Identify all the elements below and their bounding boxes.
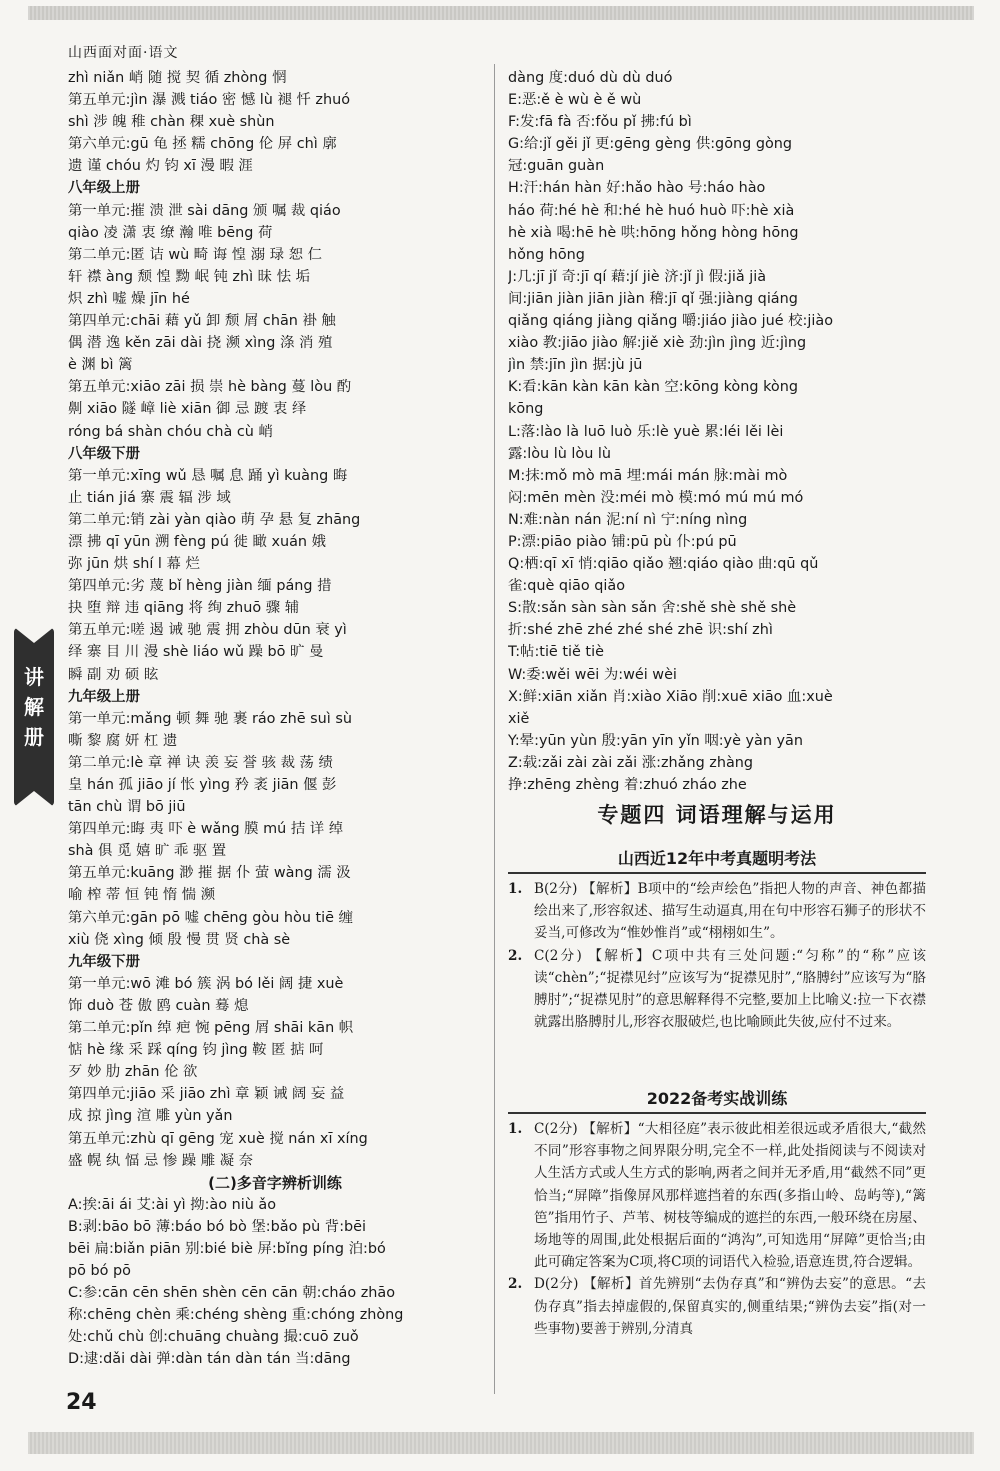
section-heading: 九年级下册 bbox=[68, 953, 140, 970]
text-line: 处:chǔ chù 创:chuāng chuàng 撮:cuō zuǒ bbox=[68, 1329, 359, 1346]
text-line: 歹 妙 肋 zhān 伦 欲 bbox=[68, 1064, 198, 1081]
text-line: 第二单元:销 zài yàn qiào 萌 孕 悬 复 zhāng bbox=[68, 511, 361, 528]
text-line: róng bá shàn chóu chà cù 峭 bbox=[68, 423, 273, 440]
exam-answers bbox=[508, 878, 926, 1033]
text-line: 第六单元:gū 龟 拯 糯 chōng 伦 屏 chì 廓 bbox=[68, 136, 337, 153]
text-line: 漂 拂 qī yūn 溯 fèng pú 徙 瞰 xuán 娥 bbox=[68, 533, 326, 550]
text-line: W:委:wěi wēi 为:wéi wèi bbox=[508, 666, 677, 683]
text-line: Y:晕:yūn yùn 殷:yān yīn yǐn 咽:yè yàn yān bbox=[508, 732, 803, 749]
text-line: G:给:jǐ gěi jǐ 更:gēng gèng 供:gōng gòng bbox=[508, 136, 793, 153]
text-line: L:落:lào là luō luò 乐:lè yuè 累:léi lěi lèi bbox=[508, 423, 784, 440]
text-line: 闷:mēn mèn 没:méi mò 模:mó mú mú mó bbox=[508, 489, 804, 506]
text-line: è 渊 bì 篱 bbox=[68, 357, 133, 374]
text-line: pō bó pō bbox=[68, 1263, 131, 1280]
text-line: 第二单元:pǐn 绰 疤 惋 pēng 屑 shāi kān 帜 bbox=[68, 1020, 354, 1037]
text-line: 第一单元:xīng wǔ 恳 嘱 息 踊 yì kuàng 晦 bbox=[68, 467, 348, 484]
text-line: E:恶:ě è wù è ě wù bbox=[508, 92, 642, 109]
text-line: X:鲜:xiān xiǎn 肖:xiào Xiāo 削:xuē xiāo 血:xuè bbox=[508, 688, 833, 705]
text-line: zhì niǎn 峭 随 搅 契 循 zhòng 惘 bbox=[68, 70, 287, 86]
text-line: 第二单元:lè 章 禅 诀 羡 妄 誉 骇 裁 荡 绩 bbox=[68, 754, 333, 771]
side-tab-notch-bottom bbox=[14, 791, 54, 807]
side-tab bbox=[14, 628, 54, 806]
text-line: tān chù 谓 bō jiū bbox=[68, 799, 186, 816]
side-tab-label bbox=[14, 662, 54, 752]
text-line: 折:shé zhē zhé zhé shé zhē 识:shí zhì bbox=[508, 622, 773, 639]
running-header: 山西面对面·语文 bbox=[68, 45, 179, 61]
text-line: 第四单元:jiāo 采 jiāo zhì 章 颖 诫 阔 妄 益 bbox=[68, 1086, 345, 1103]
text-line: 皇 hán 孤 jiāo jí 怅 yìng 矜 袤 jiān 偃 彭 bbox=[68, 777, 337, 793]
text-line: 雀:què qiāo qiǎo bbox=[508, 578, 626, 595]
text-line: P:漂:piāo piào 铺:pū pù 仆:pú pū bbox=[508, 533, 737, 550]
text-line: 喻 榨 蒂 恒 钝 惰 惴 濒 bbox=[68, 887, 216, 904]
text-line: 炽 zhì 嘘 燥 jīn hé bbox=[68, 290, 190, 307]
text-line: jìn 禁:jīn jìn 据:jù jū bbox=[508, 357, 643, 374]
text-line: 冠:guān guàn bbox=[508, 158, 605, 175]
text-line: K:看:kān kàn kān kàn 空:kōng kòng kòng bbox=[508, 379, 798, 396]
text-line: 第一单元:摧 溃 泄 sài dāng 颁 嘱 裁 qiáo bbox=[68, 202, 341, 219]
prep-section-rule bbox=[508, 1112, 926, 1114]
text-line: bēi 扁:biǎn piān 别:bié biè 屏:bǐng píng 泊:bó bbox=[68, 1240, 386, 1257]
text-line: 第四单元:劣 蔑 bǐ hèng jiàn 缅 páng 措 bbox=[68, 578, 332, 595]
text-line: D:逮:dǎi dài 弹:dàn tán dàn tán 当:dāng bbox=[68, 1351, 351, 1368]
text-line: J:几:jī jǐ 奇:jī qí 藉:jí jiè 济:jǐ jì 假:jiǎ jià bbox=[508, 268, 767, 285]
text-line: shì 涉 魄 稚 chàn 稞 xuè shùn bbox=[68, 114, 275, 131]
answer-number: 1. bbox=[508, 881, 523, 897]
text-line: T:帖:tiē tiě tiè bbox=[508, 644, 604, 661]
bottom-decorative-band bbox=[28, 1432, 974, 1454]
side-tab-char: 讲 bbox=[24, 665, 44, 689]
text-line: 瞬 副 劝 硕 眩 bbox=[68, 666, 159, 683]
section-heading: (二)多音字辨析训练 bbox=[208, 1173, 342, 1192]
text-line: shà 俱 觅 嬉 旷 乖 驱 置 bbox=[68, 843, 227, 860]
answer-text: C(2分) 【解析】“大相径庭”表示彼此相差很远或矛盾很大,“截然不同”形容事物之间界限分明,完全不一样,此处指阅读与不阅读对人生活方式或人生方式的影响,两者之间并无矛盾,用“截然不同”更恰当;“屏障”指像屏风那样遮挡着的东西(多指山岭、岛屿等),“篱笆”指用竹子、芦苇、树枝等编成的遮拦的东西,一般环绕在房屋、场地等的周围,此处根据后面的“鸿沟”,可知选用“屏障”更恰当;由此可确定答案为C项,将C项的词语代入检验,语意连贯,符合逻辑。 bbox=[534, 1121, 926, 1271]
text-line: dàng 度:duó dù dù duó bbox=[508, 70, 673, 86]
answer-text: C(2分) 【解析】C项中共有三处问题:“匀称”的“称”应该读“chèn”;“捉襟见纣”应该写为“捉襟见肘”,“胳膊纣”应该写为“胳膊肘”;“捉襟见肘”的意思解释得不完整,要加上比喻义:拉一下衣襟就露出胳膊肘儿,形容衣服破烂,也比喻顾此失彼,应付不过来。 bbox=[534, 947, 926, 1031]
text-line: 饰 duò 苍 傲 鸥 cuàn 蓦 熄 bbox=[68, 997, 249, 1014]
text-line: kōng bbox=[508, 401, 544, 418]
top-decorative-band bbox=[28, 6, 974, 20]
text-line: 偶 潜 逸 kěn zāi dài 挠 濒 xìng 涤 消 殖 bbox=[68, 335, 333, 352]
topic-heading: 专题四 词语理解与运用 bbox=[597, 803, 837, 827]
text-line: háo 荷:hé hè 和:hé hè huó huò 吓:hè xià bbox=[508, 202, 795, 219]
text-line: 遗 谨 chóu 灼 钧 xī 漫 暇 涯 bbox=[68, 158, 253, 175]
text-line: Q:栖:qī xī 悄:qiāo qiǎo 翘:qiáo qiào 曲:qū qǔ bbox=[508, 556, 819, 573]
text-line: C:参:cān cēn shēn shèn cēn cān 朝:cháo zhāo bbox=[68, 1285, 396, 1302]
text-line: 露:lòu lù lòu lù bbox=[508, 445, 612, 462]
answer-text: B(2分) 【解析】B项中的“绘声绘色”指把人物的声音、神色都描绘出来了,形容叙述、描写生动逼真,用在句中形容石狮子的形状不妥当,可修改为“惟妙惟肖”或“栩栩如生”。 bbox=[534, 881, 926, 942]
text-line: xiào 教:jiāo jiào 解:jiě xiè 劲:jìn jìng 近:jìng bbox=[508, 335, 807, 352]
text-line: 第二单元:匿 诘 wù 畸 诲 惶 溺 琭 恕 仁 bbox=[68, 246, 322, 263]
text-line: 第五单元:xiāo zāi 损 崇 hè bàng 蔓 lòu 酌 bbox=[68, 379, 352, 396]
answer-number: 1. bbox=[508, 1121, 523, 1137]
text-line: 成 掠 jìng 渲 雕 yùn yǎn bbox=[68, 1108, 233, 1125]
text-line: 第五单元:zhù qī gēng 宠 xuè 搅 nán xī xíng bbox=[68, 1130, 368, 1147]
column-divider bbox=[494, 64, 495, 1394]
text-line: A:挨:āi ái 艾:ài yì 拗:ào niù ǎo bbox=[68, 1196, 277, 1213]
text-line: 称:chēng chèn 乘:chéng shèng 重:chóng zhòng bbox=[68, 1307, 404, 1324]
answer-item bbox=[508, 878, 926, 945]
text-line: 弥 jūn 烘 shí l 幕 烂 bbox=[68, 556, 200, 573]
text-line: 第五单元:jìn 瀑 溅 tiáo 密 憾 lù 褪 忏 zhuó bbox=[68, 92, 351, 109]
answer-item bbox=[508, 1273, 926, 1340]
text-line: qiào 凌 潇 衷 缭 瀚 唯 bēng 荷 bbox=[68, 224, 273, 241]
prep-section-title: 2022备考实战训练 bbox=[646, 1089, 788, 1108]
text-line: 抉 堕 辩 违 qiāng 将 绚 zhuō 骤 辅 bbox=[68, 600, 300, 617]
text-line: xiě bbox=[508, 710, 530, 727]
text-line: F:发:fā fà 否:fǒu pǐ 拂:fú bì bbox=[508, 114, 692, 131]
text-line: S:散:sǎn sàn sàn sǎn 舍:shě shè shě shè bbox=[508, 600, 797, 617]
text-line: M:抹:mǒ mò mā 埋:mái mán 脉:mài mò bbox=[508, 467, 788, 484]
text-line: 第四单元:晦 夷 吓 è wǎng 膜 mú 拮 详 绰 bbox=[68, 821, 344, 838]
text-line: 盛 幌 纨 愊 忌 惨 躁 雕 凝 奈 bbox=[68, 1152, 254, 1169]
side-tab-char: 册 bbox=[24, 725, 44, 749]
text-line: 第一单元:mǎng 顿 舞 驰 裹 ráo zhē suì sù bbox=[68, 710, 352, 727]
prep-answers bbox=[508, 1118, 926, 1340]
page-number: 24 bbox=[66, 1390, 97, 1415]
text-line: 劓 xiāo 隧 嶂 liè xiān 御 忌 踱 衷 绎 bbox=[68, 401, 307, 418]
section-heading: 八年级下册 bbox=[68, 445, 140, 462]
answer-number: 2. bbox=[508, 947, 523, 964]
section-heading: 八年级上册 bbox=[68, 180, 140, 197]
text-line: hè xià 喝:hē hè 哄:hōng hǒng hòng hōng bbox=[508, 224, 799, 241]
text-line: xiù 侥 xìng 倾 殷 慢 贯 贤 chà sè bbox=[68, 931, 291, 948]
answer-item bbox=[508, 1118, 926, 1273]
text-line: 间:jiān jiàn jiān jiàn 稽:jī qǐ 强:jiàng qiáng bbox=[508, 290, 798, 307]
answer-item bbox=[508, 945, 926, 1034]
left-column bbox=[68, 67, 482, 1407]
text-line: 止 tián jiá 寨 震 辐 涉 域 bbox=[68, 489, 231, 506]
text-line: 第五单元:kuāng 渺 摧 据 仆 萤 wàng 濡 汲 bbox=[68, 865, 351, 882]
text-line: 绎 寨 目 川 漫 shè liáo wǔ 躁 bō 旷 曼 bbox=[68, 644, 324, 661]
text-line: hǒng hōng bbox=[508, 246, 585, 263]
text-line: 第六单元:gān pō 嘘 chēng gòu hòu tiē 缠 bbox=[68, 909, 353, 926]
text-line: 轩 襟 àng 颓 惶 黝 岷 钝 zhì 昧 怯 垢 bbox=[68, 268, 310, 285]
section-heading: 九年级上册 bbox=[68, 688, 140, 705]
text-line: 惦 hè 缘 采 踩 qíng 钧 jìng 鞍 匿 掂 呵 bbox=[68, 1042, 324, 1059]
text-line: Z:载:zǎi zài zài zǎi 涨:zhǎng zhàng bbox=[508, 754, 754, 771]
right-column-polyphone-list bbox=[508, 67, 926, 797]
text-line: 挣:zhēng zhèng 着:zhuó zháo zhe bbox=[508, 777, 747, 793]
text-line: 嘶 黎 腐 妍 杠 遗 bbox=[68, 732, 178, 749]
text-line: qiǎng qiáng jiàng qiǎng 嚼:jiáo jiào jué 校:jiào bbox=[508, 313, 834, 330]
text-line: 第四单元:chāi 藉 yǔ 卸 颓 屑 chān 褂 触 bbox=[68, 313, 336, 330]
side-tab-char: 解 bbox=[24, 695, 44, 719]
side-tab-notch-top bbox=[14, 627, 54, 643]
text-line: N:难:nàn nán 泥:ní nì 宁:níng nìng bbox=[508, 511, 748, 528]
exam-section-rule bbox=[508, 872, 926, 874]
answer-text: D(2分) 【解析】首先辨别“去伪存真”和“辨伪去妄”的意思。“去伪存真”指去掉虚假的,保留真实的,侧重结果;“辨伪去妄”指(对一些事物)要善于辨别,分清真 bbox=[534, 1276, 926, 1337]
text-line: 第五单元:嗟 遏 诫 驰 震 拥 zhòu dūn 衰 yì bbox=[68, 622, 347, 639]
text-line: H:汗:hán hàn 好:hǎo hào 号:háo hào bbox=[508, 180, 766, 197]
text-line: 第一单元:wō 滩 bó 簇 涡 bó lěi 阔 捷 xuè bbox=[68, 975, 344, 992]
exam-section-title: 山西近12年中考真题明考法 bbox=[617, 849, 817, 868]
text-line: B:剥:bāo bō 薄:báo bó bò 堡:bǎo pù 背:bēi bbox=[68, 1218, 367, 1235]
answer-number: 2. bbox=[508, 1276, 523, 1293]
